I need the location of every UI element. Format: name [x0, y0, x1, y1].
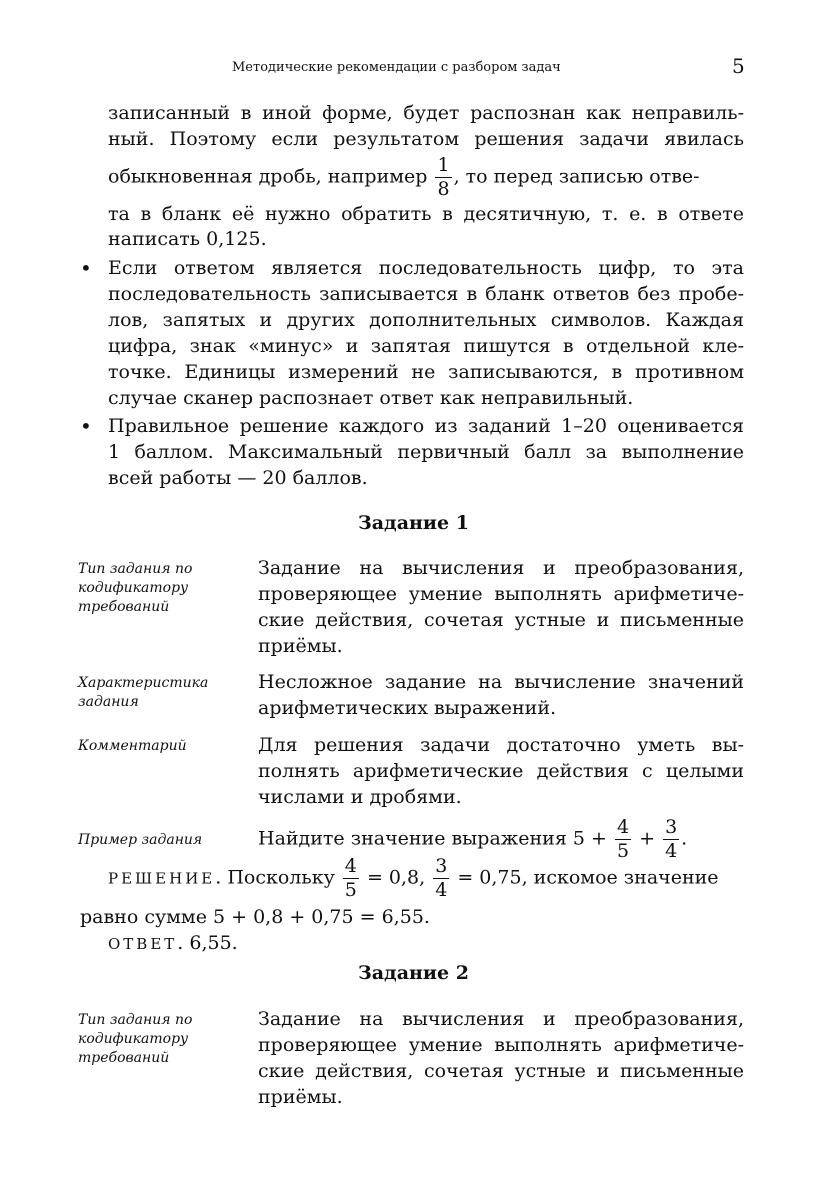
- text-line: последовательность записывается в бланк ответов без пробе-: [108, 283, 744, 305]
- type-text-line: приёмы.: [258, 1086, 343, 1108]
- fraction-denominator: 5: [344, 879, 357, 901]
- comment-text-line: полнять арифметические действия с целыми: [258, 760, 744, 782]
- text-fragment: = 0,8,: [366, 866, 426, 889]
- text-line: 1 баллом. Максимальный первичный балл за выполнение: [108, 441, 744, 463]
- running-title: Методические рекомендации с разбором задач: [232, 60, 561, 75]
- task-1-title: Задание 1: [358, 512, 469, 534]
- answer-value: . 6,55.: [177, 932, 238, 954]
- comment-text-line: числами и дробями.: [258, 786, 462, 808]
- fraction-one-eighth: [435, 156, 451, 199]
- text-line: Правильное решение каждого из заданий 1–20 оценивается: [108, 415, 744, 437]
- plus-sign: +: [639, 827, 656, 850]
- type-text-line: ские действия, сочетая устные и письменные: [258, 609, 744, 631]
- fraction-three-quarters: [433, 857, 449, 900]
- fraction-numerator: 1: [437, 154, 450, 176]
- fraction-denominator: 4: [665, 840, 678, 862]
- fraction-numerator: 4: [344, 855, 357, 877]
- comment-text-line: Для решения задачи достаточно уметь вы-: [258, 734, 744, 756]
- page-number: 5: [732, 54, 745, 78]
- characteristic-text-line: Несложное задание на вычисление значений: [258, 671, 744, 693]
- characteristic-label: задания: [78, 694, 139, 710]
- fraction-denominator: 8: [437, 178, 450, 200]
- answer-word: ОТВЕТ: [108, 935, 178, 953]
- type-label: требований: [78, 599, 170, 615]
- text-line: лов, запятых и других дополнительных символов. Каждая: [108, 309, 744, 331]
- type-label: кодификатору: [78, 1031, 189, 1047]
- bullet-marker: •: [80, 256, 92, 280]
- type-label: Тип задания по: [78, 561, 193, 577]
- comment-label: Комментарий: [78, 738, 187, 754]
- text-line: ный. Поэтому если результатом решения задачи явилась: [108, 128, 744, 150]
- type-text-line: проверяющее умение выполнять арифметиче-: [258, 583, 744, 605]
- text-fragment: , то перед записью отве-: [453, 165, 700, 188]
- text-line: написать 0,125.: [108, 228, 267, 250]
- type-label: Тип задания по: [78, 1012, 193, 1028]
- fraction-four-fifths: [343, 857, 359, 900]
- fraction-numerator: 4: [616, 816, 630, 838]
- fraction-four-fifths: [615, 818, 631, 861]
- example-expression: [258, 818, 687, 861]
- fraction-denominator: 5: [616, 840, 630, 862]
- fraction-numerator: 3: [665, 816, 678, 838]
- text-line: цифра, знак «минус» и запятая пишутся в отдельной кле-: [108, 335, 744, 357]
- bullet-marker: •: [80, 414, 92, 438]
- text-line: та в бланк её нужно обратить в десятичную, т. е. в ответе: [108, 203, 744, 225]
- text-fragment: = 0,75, искомое значение: [457, 866, 719, 889]
- text-line: всей работы — 20 баллов.: [108, 467, 368, 489]
- answer-line: [108, 932, 238, 954]
- type-label: кодификатору: [78, 580, 189, 596]
- characteristic-text-line: арифметических выражений.: [258, 697, 557, 719]
- type-text-line: проверяющее умение выполнять арифметиче-: [258, 1034, 744, 1056]
- type-text-line: Задание на вычисления и преобразования,: [258, 557, 744, 579]
- example-label: Пример задания: [78, 832, 203, 848]
- text-fragment: обыкновенная дробь, например: [108, 165, 428, 188]
- characteristic-label: Характеристика: [78, 675, 209, 691]
- task-2-title: Задание 2: [358, 962, 469, 984]
- text-fragment: Найдите значение выражения 5 +: [258, 827, 607, 850]
- solution-line: равно сумме 5 + 0,8 + 0,75 = 6,55.: [80, 906, 430, 928]
- solution-line: [108, 857, 719, 900]
- solution-word: РЕШЕНИЕ: [108, 869, 216, 888]
- text-fragment: .: [681, 827, 688, 850]
- fraction-three-quarters: [663, 818, 679, 861]
- fraction-denominator: 4: [435, 879, 448, 901]
- fraction-numerator: 3: [435, 855, 448, 877]
- type-text-line: ские действия, сочетая устные и письменные: [258, 1060, 744, 1082]
- type-label: требований: [78, 1050, 170, 1066]
- type-text-line: Задание на вычисления и преобразования,: [258, 1008, 744, 1030]
- type-text-line: приёмы.: [258, 635, 343, 657]
- text-line-with-fraction: [108, 156, 700, 199]
- text-line: случае сканер распознает ответ как неправильный.: [108, 387, 634, 409]
- text-line: точке. Единицы измерений не записываются, в противном: [108, 361, 744, 383]
- text-line: Если ответом является последовательность цифр, то эта: [108, 257, 744, 279]
- text-line: записанный в иной форме, будет распознан как неправиль-: [108, 102, 744, 124]
- text-fragment: . Поскольку: [215, 866, 335, 889]
